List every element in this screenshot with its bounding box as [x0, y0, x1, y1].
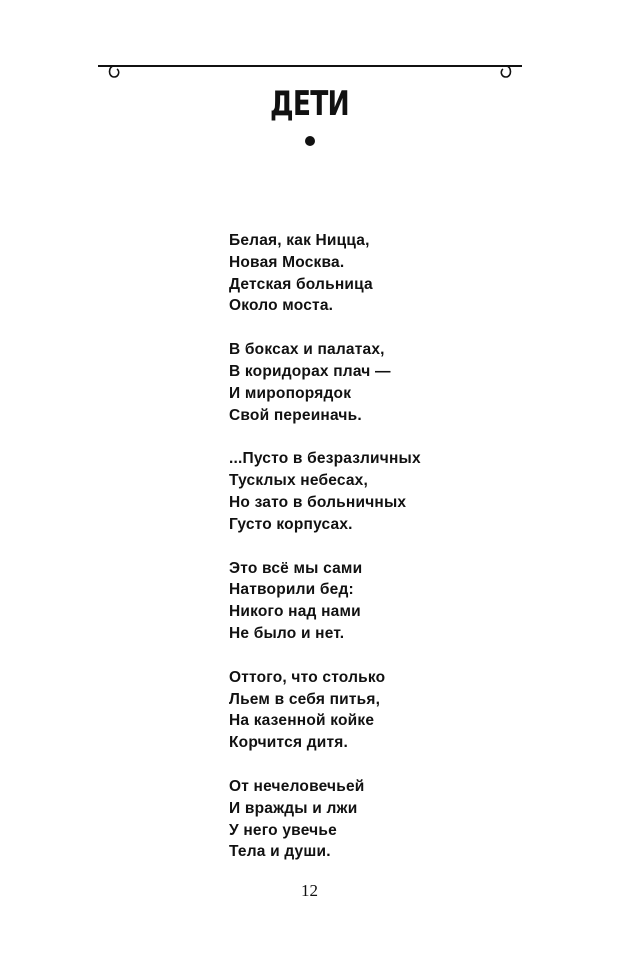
- bullet-ornament: [305, 136, 315, 146]
- poem-line: От нечеловечьей: [229, 777, 365, 795]
- poem-line: На казенной койке: [229, 712, 375, 730]
- stanza: [229, 448, 529, 535]
- poem-line: Густо корпусах.: [229, 515, 353, 533]
- stanza: [229, 230, 529, 317]
- poem-line: Но зато в больничных: [229, 493, 407, 511]
- poem-line: Оттого, что столько: [229, 668, 386, 686]
- poem-line: В боксах и палатах,: [229, 341, 385, 359]
- stanza: [229, 339, 529, 426]
- stanza: [229, 558, 529, 645]
- poem-line: В коридорах плач —: [229, 362, 391, 380]
- poem-line: Тела и души.: [229, 843, 331, 861]
- poem-line: Новая Москва.: [229, 253, 345, 271]
- poem-line: У него увечье: [229, 821, 337, 839]
- poem-line: Детская больница: [229, 275, 373, 293]
- poem-line: ...Пусто в безразличных: [229, 450, 421, 468]
- poem-line: Белая, как Ницца,: [229, 232, 370, 249]
- ornamental-rule: [98, 64, 522, 82]
- poem-line: Не было и нет.: [229, 624, 345, 642]
- poem-line: Корчится дитя.: [229, 734, 349, 752]
- poem-line: Льем в себя питья,: [229, 690, 381, 708]
- poem-line: Никого над нами: [229, 603, 361, 621]
- poem-title: ДЕТИ: [270, 84, 349, 124]
- poem-line: Свой переиначь.: [229, 406, 362, 424]
- poem-line: Натворили бед:: [229, 581, 354, 599]
- stanza: [229, 667, 529, 754]
- page-number: 12: [301, 881, 318, 900]
- poem-line: И миропорядок: [229, 384, 352, 402]
- poem-line: Около моста.: [229, 297, 334, 315]
- poem-line: Тусклых небесах,: [229, 472, 369, 490]
- poem-line: И вражды и лжи: [229, 799, 358, 817]
- poem-line: Это всё мы сами: [229, 559, 363, 577]
- stanza: [229, 776, 529, 863]
- poem-body: [229, 230, 529, 885]
